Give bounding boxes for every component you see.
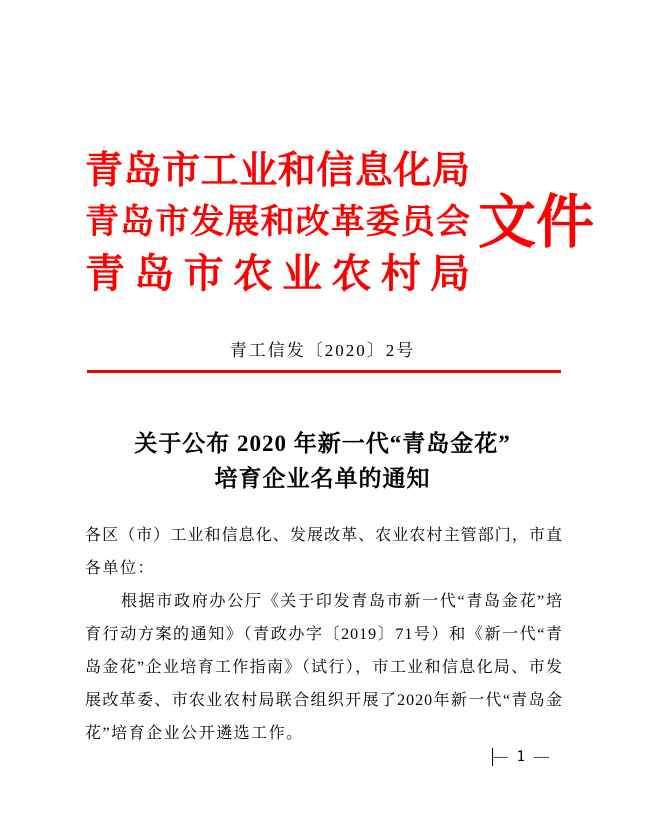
document-type-label: 文件	[478, 189, 595, 255]
issuing-organizations	[85, 146, 470, 299]
org-name-agriculture-rural: 青岛市农业农村局	[85, 251, 470, 296]
document-reference-number: 青工信发〔2020〕2号	[229, 341, 416, 360]
document-title	[0, 426, 645, 496]
body-line: 各单位：	[85, 560, 156, 577]
page-number-value: 1	[516, 749, 525, 765]
body-line: 根据市政府办公厅《关于印发青岛市新一代“青岛金花”培	[121, 593, 563, 610]
org-name-development-reform: 青岛市发展和改革委员会	[85, 204, 470, 241]
red-divider-line	[87, 370, 561, 373]
body-line: 育行动方案的通知》（青政办字〔2019〕71号）和《新一代“青	[85, 626, 563, 643]
title-line-1: 关于公布 2020 年新一代“青岛金花”	[134, 431, 511, 456]
title-line-2: 培育企业名单的通知	[214, 466, 431, 491]
body-line: 岛金花”企业培育工作指南》（试行），市工业和信息化局、市发	[85, 659, 563, 676]
body-line: 各区（市）工业和信息化、发展改革、农业农村主管部门，市直	[85, 527, 563, 544]
body-line: 展改革委、市农业农村局联合组织开展了2020年新一代“青岛金	[85, 692, 563, 709]
page-number-right-dash: —	[534, 749, 549, 765]
document-body	[85, 519, 563, 750]
page-number-left-dash: —	[492, 749, 508, 765]
letterhead	[85, 146, 595, 299]
org-name-industry-information: 青岛市工业和信息化局	[85, 150, 470, 192]
body-line: 花”培育企业公开遴选工作。	[85, 725, 304, 742]
page-number	[492, 748, 549, 766]
